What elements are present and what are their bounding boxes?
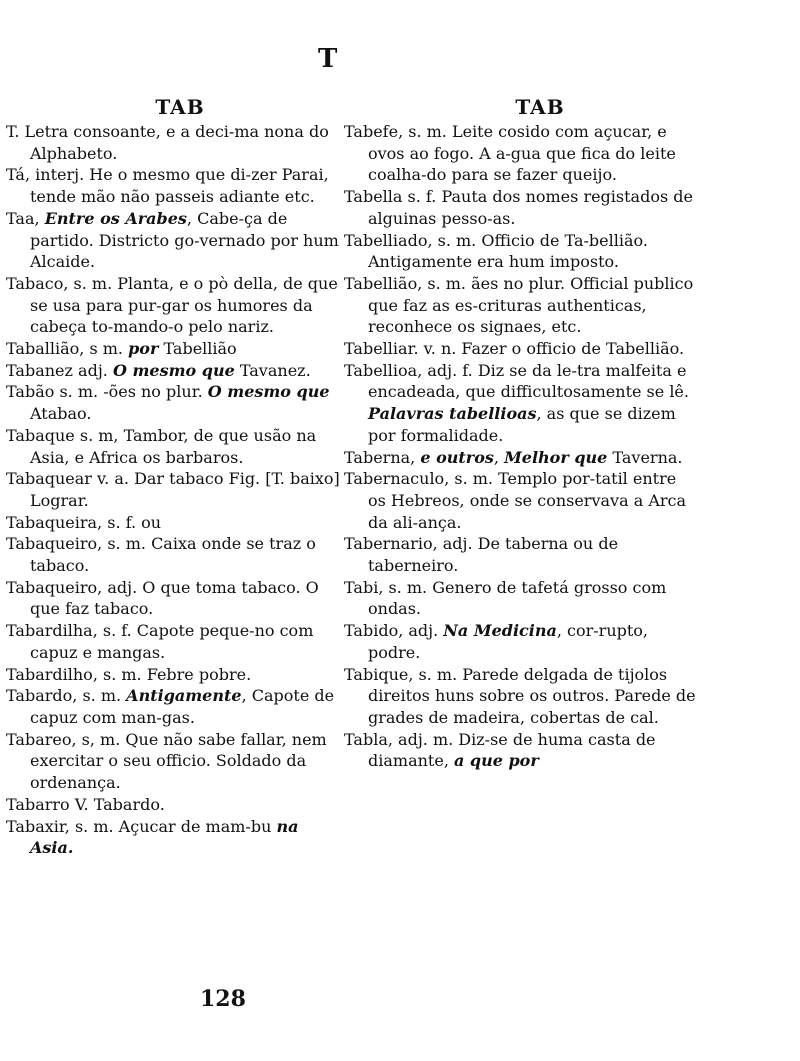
entry-text: Tabernaculo, s. m. Templo por-tatil entre os Hebreos, onde se conservava a Arca da ali-ança. (344, 469, 687, 532)
entry-text: T. Letra consoante, e a deci-ma nona do Alphabeto. (6, 122, 329, 163)
entry-italic-text: por (128, 339, 159, 359)
entry-italic-text: Entre os Arabes (44, 208, 187, 228)
entry-text: Tabellião (158, 339, 237, 359)
page-number: 128 (200, 986, 246, 1012)
entry-text: Tabão s. m. -ões no plur. (6, 382, 208, 402)
entry-text: Tabaqueiro, s. m. Caixa onde se traz o tabaco. (6, 534, 316, 576)
entry-text: Tabaquear v. a. Dar tabaco Fig. [T. baixo] Lograr. (6, 469, 340, 510)
dictionary-entry (4, 468, 346, 511)
dictionary-entry (342, 360, 698, 447)
entry-text: Tabla, adj. m. Diz-se de huma casta de diamante, (344, 729, 656, 771)
entry-italic-text: e outros (420, 447, 494, 467)
entry-text: Tabellião, s. m. ães no plur. Official publico que faz as es-crituras authenticas, reconhece os signaes, etc. (344, 273, 694, 337)
dictionary-entry (342, 729, 698, 772)
entry-text: Taballião, s m. (6, 339, 129, 359)
entry-italic-text: O mesmo que (207, 382, 330, 402)
entry-italic-text: na Asia. (30, 816, 299, 858)
entry-italic-text: Palavras tabellioas (368, 404, 537, 424)
dictionary-entry (342, 121, 698, 186)
entry-text: Taberna, (344, 447, 421, 467)
entry-italic-text: Na Medicina (443, 621, 557, 641)
entry-text: Tá, interj. He o mesmo que di-zer Parai, tende mão não passeis adiante etc. (6, 165, 329, 207)
dictionary-entry (4, 664, 346, 686)
dictionary-entry (4, 121, 346, 164)
section-letter: T (318, 44, 338, 74)
entry-text: Tabardo, s. m. (6, 686, 127, 706)
dictionary-entry (342, 664, 698, 729)
entry-text: Tabella s. f. Pauta dos nomes registados de alguinas pesso-as. (344, 187, 693, 228)
entry-text: Taa, (6, 208, 45, 228)
right-column (342, 95, 698, 772)
entry-text: Tabellioa, adj. f. Diz se da le-tra malfeita e encadeada, que difficultosamente se lê. (344, 360, 689, 402)
dictionary-entry (342, 186, 698, 229)
entry-text: Tabido, adj. (344, 621, 444, 641)
entry-text: , Capote de capuz com man-gas. (30, 686, 335, 727)
dictionary-entry (4, 425, 346, 468)
entry-text: , (493, 447, 505, 467)
entry-text: Tabelliar. v. n. Fazer o officio de Tabellião. (344, 339, 685, 359)
entry-text: Tabernario, adj. De taberna ou de taberneiro. (344, 534, 619, 576)
entry-text: Tabique, s. m. Parede delgada de tijolos direitos huns sobre os outros. Parede de grades de madeira, cobertas de cal. (344, 664, 696, 727)
right-running-head: TAB (515, 95, 565, 119)
entry-text: Tabefe, s. m. Leite cosido com açucar, e ovos ao fogo. A a-gua que fica do leite coalha-do para se fazer queijo. (344, 122, 676, 185)
entry-text: Tabaxir, s. m. Açucar de mam-bu (6, 816, 277, 836)
entry-text: Tabanez adj. (6, 360, 113, 380)
dictionary-entry (4, 381, 346, 424)
dictionary-entry (342, 577, 698, 620)
dictionary-entry (4, 512, 346, 534)
dictionary-entry (342, 620, 698, 663)
dictionary-entry (4, 794, 346, 816)
dictionary-entry (4, 164, 346, 207)
entry-italic-text: Antigamente (126, 686, 242, 706)
dictionary-entry (4, 338, 346, 360)
dictionary-entry (342, 273, 698, 338)
entry-text: Tabaqueira, s. f. ou (6, 512, 162, 532)
dictionary-entry (4, 577, 346, 620)
entry-text: Tabelliado, s. m. Officio de Ta-bellião. Antigamente era hum imposto. (344, 230, 648, 272)
entry-text: Atabao. (30, 404, 92, 424)
entry-text: Tabardilho, s. m. Febre pobre. (6, 664, 252, 684)
left-running-head: TAB (155, 95, 205, 119)
left-column (4, 95, 346, 859)
entry-text: , cor-rupto, podre. (368, 621, 649, 662)
dictionary-entry (342, 533, 698, 576)
entry-italic-text: Melhor que (504, 447, 608, 467)
dictionary-entry (4, 729, 346, 794)
dictionary-entry (4, 273, 346, 338)
entry-text: Tabareo, s, m. Que não sabe fallar, nem exercitar o seu officio. Soldado da ordenança. (6, 729, 327, 793)
entry-text: Tabi, s. m. Genero de tafetá grosso com ondas. (344, 577, 667, 619)
dictionary-entry (4, 685, 346, 728)
entry-text: Tavanez. (234, 360, 311, 380)
dictionary-entry (342, 230, 698, 273)
entry-text: Tabarro V. Tabardo. (6, 794, 165, 814)
dictionary-entry (4, 360, 346, 382)
entry-text: Taverna. (607, 447, 683, 467)
entry-text: Tabaqueiro, adj. O que toma tabaco. O que faz tabaco. (6, 577, 319, 619)
entry-italic-text: a que por (453, 751, 539, 771)
entry-text: Tabaco, s. m. Planta, e o pò della, de que se usa para pur-gar os humores da cabeça to-mando-o pelo nariz. (6, 273, 338, 337)
entry-text: Tabardilha, s. f. Capote peque-no com capuz e mangas. (6, 621, 314, 662)
entry-text: , as que se dizem por formalidade. (368, 404, 676, 445)
dictionary-entry (4, 208, 346, 273)
dictionary-entry (342, 468, 698, 533)
entry-italic-text: O mesmo que (112, 360, 235, 380)
dictionary-entry (4, 533, 346, 576)
left-entry-list (4, 121, 346, 859)
dictionary-entry (342, 447, 698, 469)
dictionary-entry (4, 620, 346, 663)
entry-text: , Cabe-ça de partido. Districto go-vernado por hum Alcaide. (30, 208, 339, 272)
entry-text: Tabaque s. m, Tambor, de que usão na Asia, e Africa os barbaros. (6, 425, 317, 467)
dictionary-entry (4, 816, 346, 859)
right-entry-list (342, 121, 698, 772)
dictionary-entry (342, 338, 698, 360)
